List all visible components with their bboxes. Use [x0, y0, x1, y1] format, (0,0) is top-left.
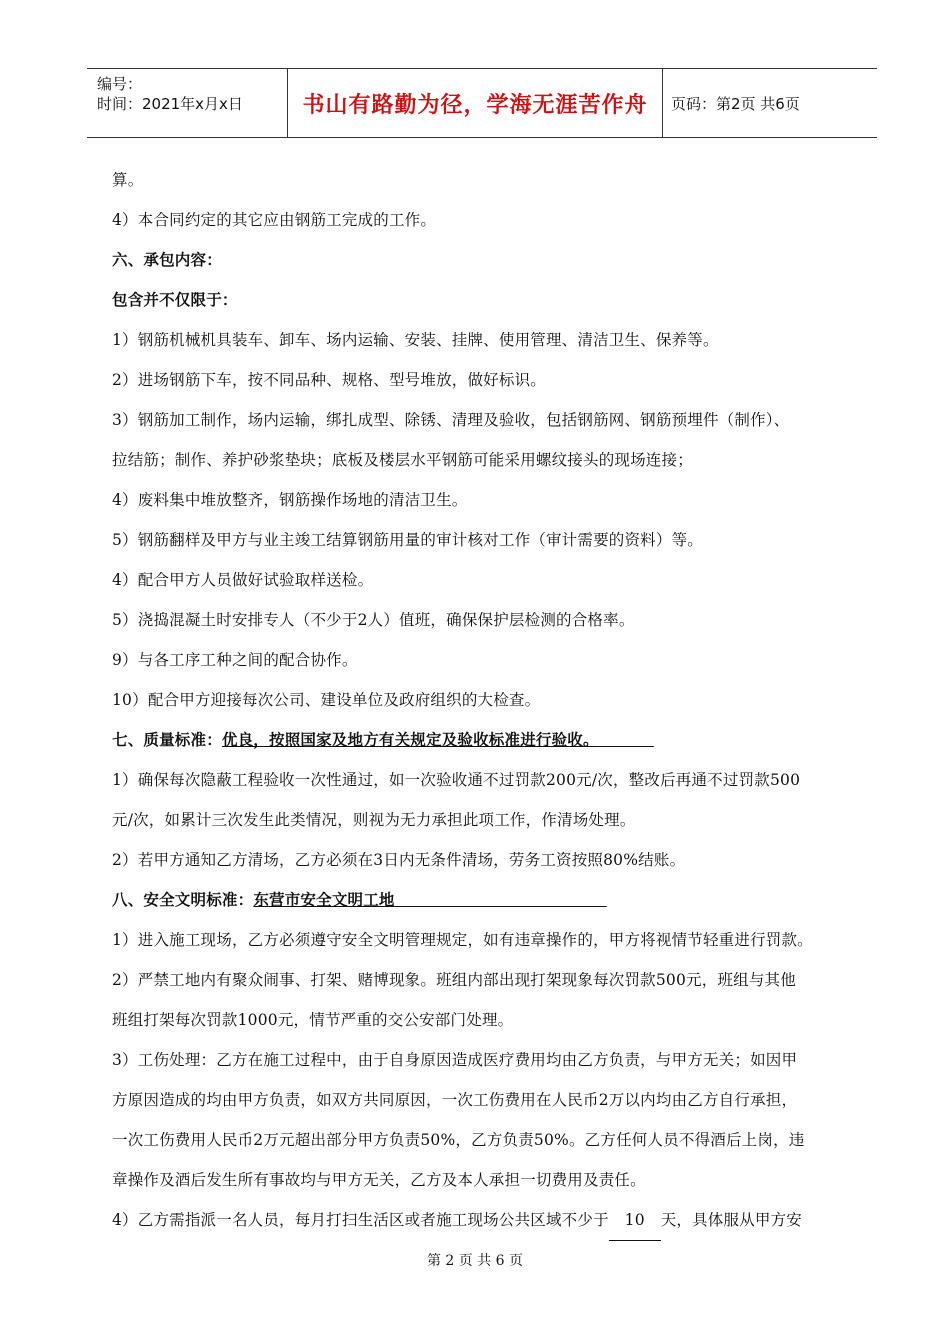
paragraph-line: 1）进入施工现场，乙方必须遵守安全文明管理规定，如有违章操作的，甲方将视情节轻重进行罚款。 — [112, 931, 813, 949]
paragraph-line: 班组打架每次罚款1000元，情节严重的交公安部门处理。 — [112, 1011, 514, 1029]
subheading-includes: 包含并不仅限于： — [112, 291, 238, 309]
paragraph-line: 拉结筋；制作、养护砂浆垫块；底板及楼层水平钢筋可能采用螺纹接头的现场连接； — [112, 451, 693, 469]
document-time-label: 时间：2021年x月x日 — [97, 95, 243, 113]
page-footer: 第 2 页 共 6 页 — [426, 1253, 524, 1269]
paragraph-line: 2）若甲方通知乙方清场，乙方必须在3日内无条件清场，劳务工资按照80%结账。 — [112, 851, 686, 869]
paragraph-line: 章操作及酒后发生所有事故均与甲方无关，乙方及本人承担一切费用及责任。 — [112, 1171, 646, 1189]
paragraph-line: 5）钢筋翻样及甲方与业主竣工结算钢筋用量的审计核对工作（审计需要的资料）等。 — [112, 531, 703, 549]
paragraph-line: 4）本合同约定的其它应由钢筋工完成的工作。 — [112, 211, 437, 229]
paragraph-line: 10）配合甲方迎接每次公司、建设单位及政府组织的大检查。 — [112, 691, 541, 709]
paragraph-line: 9）与各工序工种之间的配合协作。 — [112, 651, 358, 669]
paragraph-line: 4）乙方需指派一名人员，每月打扫生活区或者施工现场公共区域不少于 10 天，具体服从甲方安 — [112, 1200, 856, 1241]
paragraph-line: 2）严禁工地内有聚众闹事、打架、赌博现象。班组内部出现打架现象每次罚款500元，班组与其他 — [112, 971, 796, 989]
paragraph-line: 5）浇捣混凝土时安排专人（不少于2人）值班，确保保护层检测的合格率。 — [112, 611, 635, 629]
paragraph-line: 1）钢筋机械机具装车、卸车、场内运输、安装、挂牌、使用管理、清洁卫生、保养等。 — [112, 331, 719, 349]
section-heading-quality — [112, 720, 856, 760]
paragraph-line: 算。 — [112, 171, 144, 189]
document-body — [112, 160, 856, 1241]
paragraph-line: 4）废料集中堆放整齐，钢筋操作场地的清洁卫生。 — [112, 491, 468, 509]
paragraph-line: 一次工伤费用人民币2万元超出部分甲方负责50%，乙方负责50%。乙方任何人员不得酒后上岗，违 — [112, 1131, 805, 1149]
paragraph-line: 3）钢筋加工制作，场内运输，绑扎成型、除锈、清理及验收，包括钢筋网、钢筋预埋件（制作）、 — [112, 411, 790, 429]
paragraph-line: 3）工伤处理：乙方在施工过程中，由于自身原因造成医疗费用均由乙方负责，与甲方无关；如因甲 — [112, 1051, 798, 1069]
document-number-label: 编号： — [97, 75, 143, 93]
quality-label: 七、质量标准： — [112, 731, 222, 749]
header-page-info: 页码：第2页 共6页 — [671, 94, 800, 113]
paragraph-line: 2）进场钢筋下车，按不同品种、规格、型号堆放，做好标识。 — [112, 371, 546, 389]
safety-value: 东营市安全文明工地 — [253, 891, 395, 909]
days-blank: 10 — [609, 1200, 661, 1241]
paragraph-line: 元/次，如累计三次发生此类情况，则视为无力承担此项工作，作清场处理。 — [112, 811, 636, 829]
safety-label: 八、安全文明标准： — [112, 891, 254, 909]
quality-value: 优良，按照国家及地方有关规定及验收标准进行验收。 — [221, 731, 599, 749]
paragraph-line: 4）配合甲方人员做好试验取样送检。 — [112, 571, 374, 589]
header-motto-cell — [288, 69, 663, 137]
section-heading-contract-scope: 六、承包内容： — [112, 251, 222, 269]
header-page-cell — [663, 69, 877, 137]
page-header — [87, 68, 877, 138]
header-motto: 书山有路勤为径，学海无涯苦作舟 — [302, 92, 648, 118]
paragraph-line: 1）确保每次隐蔽工程验收一次性通过，如一次验收通不过罚款200元/次，整改后再通不过罚款500 — [112, 771, 801, 789]
paragraph-line: 方原因造成的均由甲方负责，如双方共同原因，一次工伤费用在人民币2万以内均由乙方自行承担， — [112, 1091, 798, 1109]
header-meta-cell — [87, 69, 288, 137]
section-heading-safety — [112, 880, 856, 920]
